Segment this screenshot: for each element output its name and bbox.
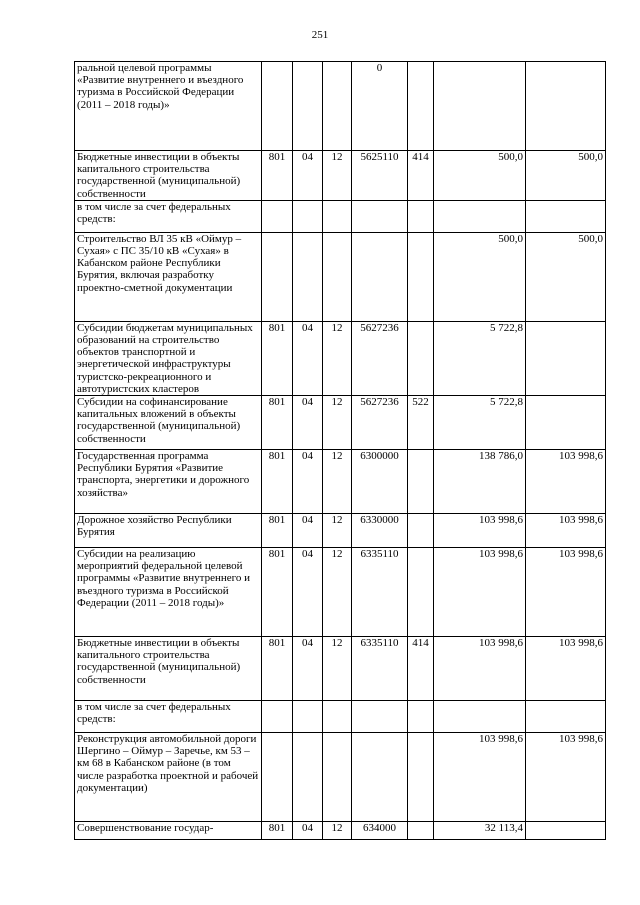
cell-amount-1: [434, 701, 526, 733]
cell-subsection: [323, 200, 352, 232]
cell-amount-1: 500,0: [434, 151, 526, 201]
cell-ministry: 801: [262, 637, 293, 701]
cell-target: 634000: [352, 822, 408, 840]
cell-expense-type: [408, 822, 434, 840]
cell-subsection: 12: [323, 151, 352, 201]
cell-amount-1: [434, 200, 526, 232]
cell-ministry: 801: [262, 514, 293, 548]
cell-ministry: [262, 701, 293, 733]
cell-amount-1: 5 722,8: [434, 321, 526, 395]
table-row: [75, 637, 606, 701]
cell-ministry: [262, 62, 293, 151]
cell-subsection: 12: [323, 548, 352, 637]
cell-ministry: 801: [262, 321, 293, 395]
cell-expense-type: [408, 514, 434, 548]
cell-section: [293, 62, 323, 151]
budget-table: [74, 61, 606, 840]
table-row: [75, 701, 606, 733]
cell-target: 6330000: [352, 514, 408, 548]
cell-name: в том числе за счет федеральных средств:: [75, 701, 262, 733]
cell-amount-1: 138 786,0: [434, 450, 526, 514]
cell-target: 6335110: [352, 637, 408, 701]
cell-amount-2: 103 998,6: [526, 514, 606, 548]
cell-amount-2: [526, 822, 606, 840]
cell-target: 6335110: [352, 548, 408, 637]
cell-expense-type: [408, 548, 434, 637]
table-row: [75, 514, 606, 548]
cell-target: [352, 232, 408, 321]
cell-amount-2: 103 998,6: [526, 548, 606, 637]
cell-amount-2: 103 998,6: [526, 733, 606, 822]
table-row: [75, 822, 606, 840]
cell-expense-type: [408, 62, 434, 151]
cell-name: ральной целевой программы «Развитие внутреннего и въездного туризма в Российской Федерации (2011 – 2018 годы)»: [75, 62, 262, 151]
cell-section: 04: [293, 548, 323, 637]
cell-amount-1: [434, 62, 526, 151]
cell-amount-2: [526, 321, 606, 395]
cell-section: [293, 200, 323, 232]
cell-ministry: 801: [262, 450, 293, 514]
cell-amount-2: 103 998,6: [526, 450, 606, 514]
cell-target: 5625110: [352, 151, 408, 201]
cell-subsection: 12: [323, 321, 352, 395]
cell-section: 04: [293, 637, 323, 701]
cell-target: 0: [352, 62, 408, 151]
cell-name: Строительство ВЛ 35 кВ «Оймур – Сухая» с ПС 35/10 кВ «Сухая» в Кабанском районе Республики Бурятия, включая разработку проектно-сметной документации: [75, 232, 262, 321]
cell-section: 04: [293, 822, 323, 840]
cell-ministry: [262, 733, 293, 822]
cell-subsection: [323, 701, 352, 733]
table-row: [75, 321, 606, 395]
cell-amount-2: 103 998,6: [526, 637, 606, 701]
cell-section: 04: [293, 514, 323, 548]
table-row: [75, 396, 606, 450]
cell-name: Реконструкция автомобильной дороги Шергино – Оймур – Заречье, км 53 – км 68 в Кабанском районе (в том числе разработка проектной и рабочей документации): [75, 733, 262, 822]
cell-ministry: 801: [262, 151, 293, 201]
cell-ministry: 801: [262, 548, 293, 637]
cell-expense-type: 414: [408, 151, 434, 201]
cell-target: [352, 701, 408, 733]
cell-expense-type: [408, 733, 434, 822]
cell-section: 04: [293, 321, 323, 395]
cell-amount-2: [526, 62, 606, 151]
cell-amount-2: [526, 701, 606, 733]
cell-amount-2: 500,0: [526, 232, 606, 321]
table-row: [75, 548, 606, 637]
cell-ministry: [262, 200, 293, 232]
cell-section: 04: [293, 450, 323, 514]
cell-amount-1: 32 113,4: [434, 822, 526, 840]
cell-expense-type: 414: [408, 637, 434, 701]
cell-section: [293, 232, 323, 321]
cell-subsection: 12: [323, 637, 352, 701]
cell-expense-type: 522: [408, 396, 434, 450]
cell-subsection: [323, 232, 352, 321]
cell-expense-type: [408, 232, 434, 321]
cell-target: 6300000: [352, 450, 408, 514]
cell-amount-1: 103 998,6: [434, 514, 526, 548]
cell-name: Субсидии на реализацию мероприятий федеральной целевой программы «Развитие внутреннего и въездного туризма в Российской Федерации (2011 – 2018 годы)»: [75, 548, 262, 637]
cell-section: 04: [293, 151, 323, 201]
table-row: [75, 62, 606, 151]
cell-section: [293, 701, 323, 733]
cell-name: Бюджетные инвестиции в объекты капитального строительства государственной (муниципальной) собственности: [75, 151, 262, 201]
cell-subsection: 12: [323, 396, 352, 450]
table-row: [75, 733, 606, 822]
cell-name: Субсидии на софинансирование капитальных вложений в объекты государственной (муниципальной) собственности: [75, 396, 262, 450]
cell-ministry: [262, 232, 293, 321]
cell-name: Совершенствование государ-: [75, 822, 262, 840]
cell-subsection: [323, 62, 352, 151]
cell-amount-1: 103 998,6: [434, 733, 526, 822]
cell-name: Дорожное хозяйство Республики Бурятия: [75, 514, 262, 548]
cell-expense-type: [408, 450, 434, 514]
cell-amount-1: 103 998,6: [434, 637, 526, 701]
cell-subsection: [323, 733, 352, 822]
cell-section: 04: [293, 396, 323, 450]
cell-target: [352, 200, 408, 232]
cell-subsection: 12: [323, 822, 352, 840]
cell-section: [293, 733, 323, 822]
cell-name: Государственная программа Республики Бурятия «Развитие транспорта, энергетики и дорожного хозяйства»: [75, 450, 262, 514]
table-row: [75, 450, 606, 514]
cell-target: 5627236: [352, 396, 408, 450]
cell-name: Бюджетные инвестиции в объекты капитального строительства государственной (муниципальной) собственности: [75, 637, 262, 701]
cell-target: 5627236: [352, 321, 408, 395]
cell-expense-type: [408, 321, 434, 395]
cell-amount-2: [526, 200, 606, 232]
cell-amount-2: 500,0: [526, 151, 606, 201]
cell-ministry: 801: [262, 396, 293, 450]
cell-subsection: 12: [323, 514, 352, 548]
page-number: 251: [311, 29, 329, 41]
table-row: [75, 151, 606, 201]
cell-amount-1: 103 998,6: [434, 548, 526, 637]
cell-expense-type: [408, 701, 434, 733]
cell-amount-1: 500,0: [434, 232, 526, 321]
table-row: [75, 232, 606, 321]
cell-amount-1: 5 722,8: [434, 396, 526, 450]
cell-ministry: 801: [262, 822, 293, 840]
cell-subsection: 12: [323, 450, 352, 514]
cell-name: в том числе за счет федеральных средств:: [75, 200, 262, 232]
cell-expense-type: [408, 200, 434, 232]
cell-target: [352, 733, 408, 822]
table-row: [75, 200, 606, 232]
cell-name: Субсидии бюджетам муниципальных образований на строительство объектов транспортной и энергетической инфраструктуры туристско-рекреационного и автотуристских кластеров: [75, 321, 262, 395]
cell-amount-2: [526, 396, 606, 450]
